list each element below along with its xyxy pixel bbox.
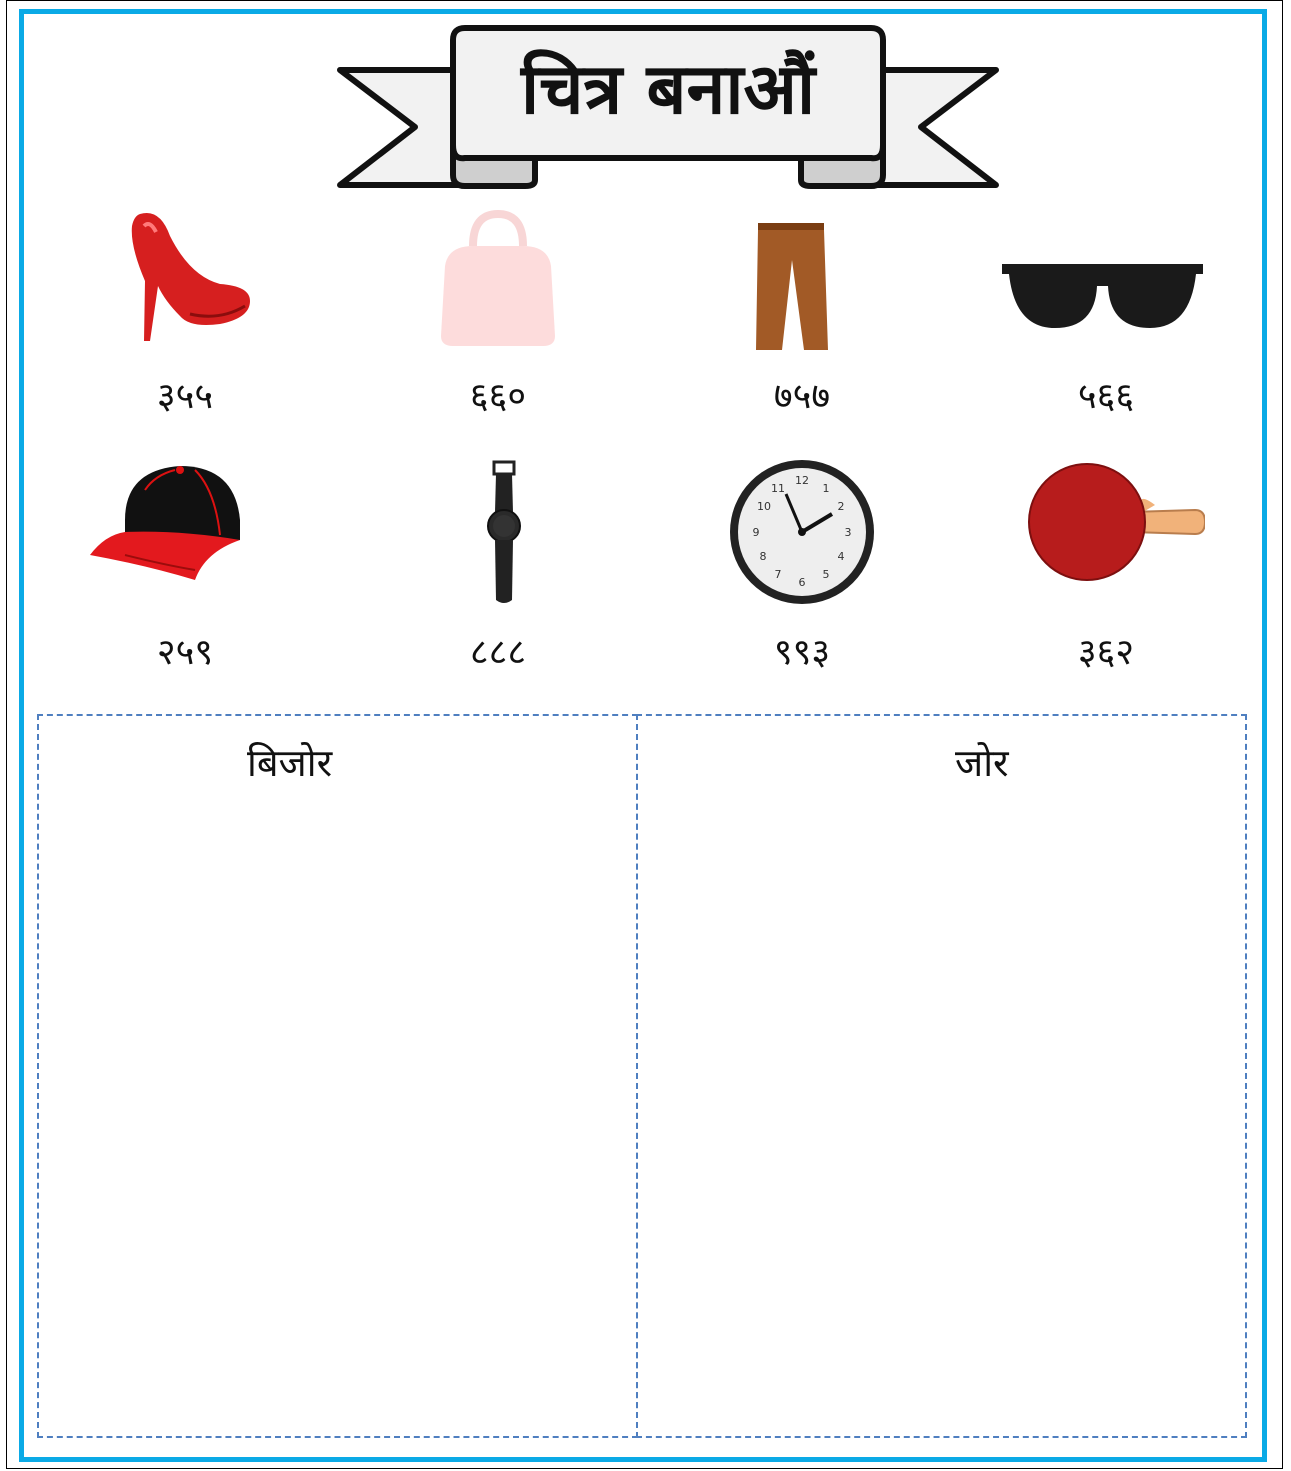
item-number: ३६२	[1077, 632, 1135, 673]
svg-text:1: 1	[822, 482, 830, 495]
even-box[interactable]	[636, 714, 1247, 1438]
svg-text:11: 11	[771, 482, 785, 495]
item-wall-clock	[682, 458, 922, 606]
svg-text:2: 2	[837, 500, 845, 513]
item-number: ८८८	[469, 632, 527, 673]
cap-icon	[85, 460, 245, 585]
high-heel-icon	[110, 206, 260, 346]
item-cap	[45, 460, 285, 585]
item-table-tennis-bat	[995, 460, 1235, 585]
item-number: ३५५	[156, 376, 214, 417]
item-sunglasses	[982, 256, 1222, 336]
svg-text:6: 6	[798, 576, 806, 589]
svg-text:3: 3	[844, 526, 852, 539]
item-wristwatch	[385, 460, 625, 605]
item-number: ७५७	[773, 376, 831, 417]
item-number: २५९	[156, 632, 214, 673]
odd-label: बिजोर	[247, 741, 333, 785]
even-label: जोर	[955, 741, 1009, 785]
sunglasses-icon	[1000, 256, 1205, 336]
item-trousers	[672, 220, 912, 352]
svg-text:12: 12	[795, 474, 809, 487]
svg-text:8: 8	[759, 550, 767, 563]
item-number: ९९३	[773, 632, 831, 673]
trousers-icon	[752, 220, 832, 352]
svg-text:4: 4	[837, 550, 845, 563]
svg-text:9: 9	[752, 526, 760, 539]
svg-text:7: 7	[774, 568, 782, 581]
svg-text:10: 10	[757, 500, 771, 513]
wristwatch-icon	[480, 460, 530, 605]
table-tennis-bat-icon	[1025, 460, 1205, 585]
page-title: चित्र बनाऔं	[520, 48, 816, 130]
item-handbag	[378, 206, 618, 351]
item-number: ५६६	[1077, 376, 1135, 417]
svg-text:5: 5	[822, 568, 830, 581]
wall-clock-icon	[728, 458, 876, 606]
odd-box[interactable]	[37, 714, 638, 1438]
handbag-icon	[433, 206, 563, 351]
item-high-heel	[65, 206, 305, 346]
item-number: ६६०	[469, 376, 527, 417]
